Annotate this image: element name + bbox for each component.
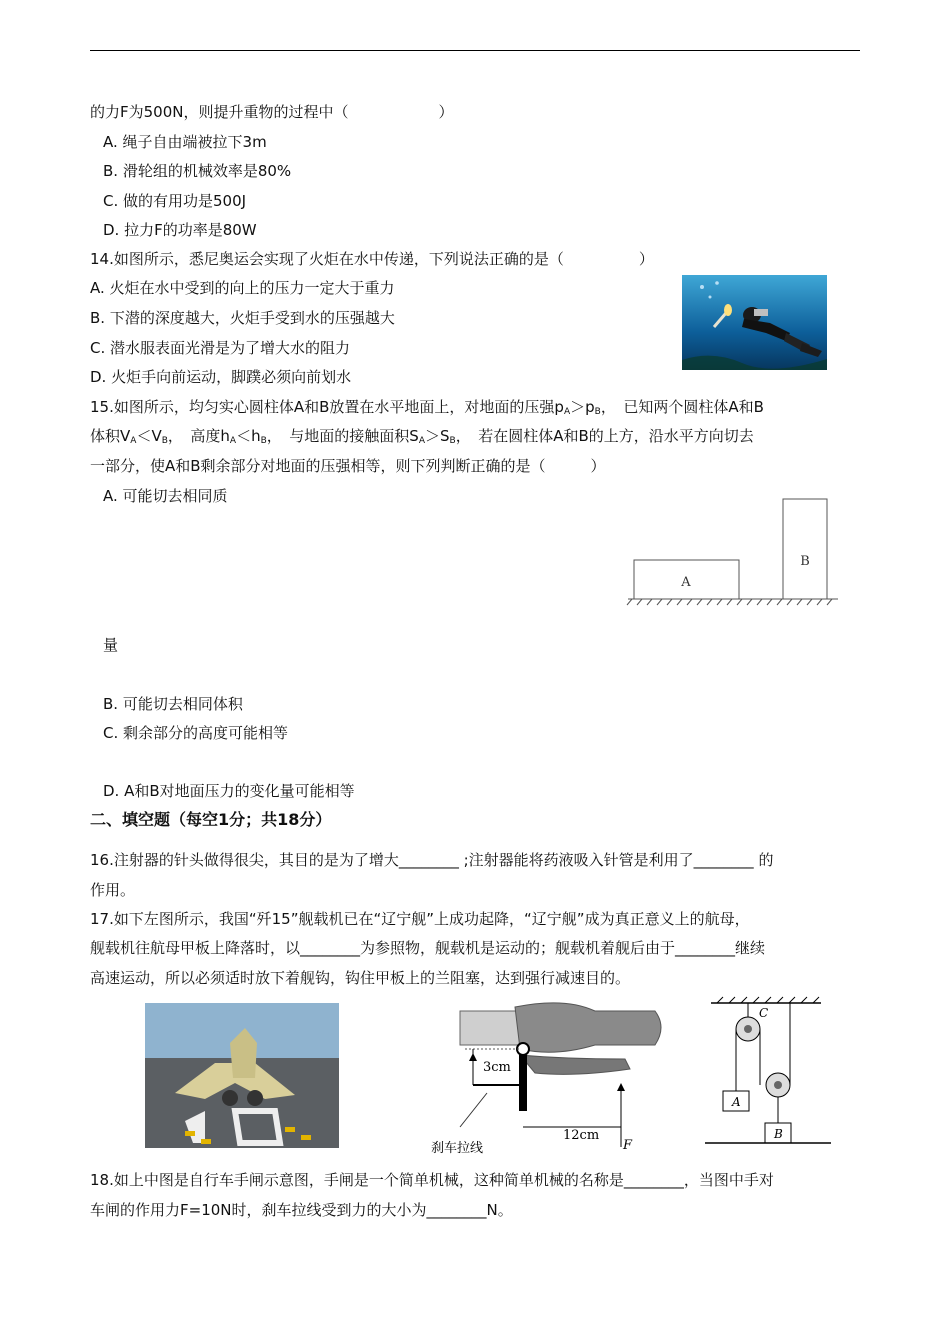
q15-line-1: 15.如图所示，均匀实心圆柱体A和B放置在水平地面上，对地面的压强$p_A>p_B$， 已知两个圆柱体A和B: [90, 398, 764, 417]
carrier-jet-photo: [145, 1003, 339, 1148]
underwater-torch-photo: [682, 275, 827, 370]
q14-stem: 14.如图所示，悉尼奥运会实现了火炬在水中传递，下列说法正确的是（ ）: [90, 250, 654, 268]
q15-line-2: 体积$V_A<V_B$， 高度$h_A<h_B$， 与地面的接触面积$S_A>S_B$， 若在圆柱体A和B的上方，沿水平方向切去: [90, 427, 754, 446]
brake-lever-figure: [425, 997, 670, 1157]
cylinder-a-label: A: [681, 575, 691, 590]
q15-option-b: B. 可能切去相同体积: [103, 695, 243, 713]
q14-option-d: D. 火炬手向前运动，脚蹼必须向前划水: [90, 368, 352, 386]
cylinders-figure: [626, 495, 841, 607]
q14-option-a: A. 火炬在水中受到的向上的压力一定大于重力: [90, 279, 395, 297]
brake-3cm-label: 3cm: [483, 1060, 511, 1075]
weight-a-label: A: [732, 1095, 741, 1109]
q13-option-c: C. 做的有用功是500J: [103, 192, 247, 210]
q16-line-2: 作用。: [90, 881, 136, 899]
q16-line-1: 16.注射器的针头做得很尖，其目的是为了增大________ ;注射器能将药液吸入针管是利用了________ 的: [90, 851, 774, 869]
q15-option-c: C. 剩余部分的高度可能相等: [103, 724, 289, 742]
q14-option-b: B. 下潜的深度越大，火炬手受到水的压强越大: [90, 309, 395, 327]
q15-option-d: D. A和B对地面压力的变化量可能相等: [103, 782, 355, 800]
q17-line-3: 高速运动，所以必须适时放下着舰钩，钩住甲板上的兰阻塞，达到强行减速目的。: [90, 969, 631, 987]
header-rule: [90, 50, 860, 51]
q15-area-text: ， 与地面的接触面积S: [266, 427, 419, 445]
pulley-c-label: C: [759, 1006, 769, 1020]
q13-option-d: D. 拉力F的功率是80W: [103, 221, 257, 239]
q18-line-1: 18.如上中图是自行车手闸示意图，手闸是一个简单机械，这种简单机械的名称是________，当图中手对: [90, 1171, 774, 1189]
brake-force-label: F: [623, 1138, 633, 1153]
q18-line-2: 车闸的作用力F=10N时，刹车拉线受到力的大小为________N。: [90, 1201, 513, 1219]
pulley-figure: [703, 995, 833, 1147]
q13-option-a: A. 绳子自由端被拉下3m: [103, 133, 267, 151]
q15-line-1-text: 15.如图所示，均匀实心圆柱体A和B放置在水平地面上，对地面的压强p: [90, 398, 564, 416]
brake-12cm-label: 12cm: [563, 1128, 600, 1143]
q15-height-text: ， 高度h: [167, 427, 230, 445]
brake-cable-label: 刹车拉线: [431, 1141, 484, 1156]
cylinder-b-label: B: [800, 554, 810, 569]
q13-option-b: B. 滑轮组的机械效率是80%: [103, 162, 292, 180]
q15-option-a: A. 可能切去相同质: [103, 487, 228, 505]
q15-volume-text: 体积V: [90, 427, 131, 445]
q17-line-2: 舰载机往航母甲板上降落时，以________为参照物，舰载机是运动的；舰载机着舰后由于________继续: [90, 939, 766, 957]
q15-line-3: 一部分，使A和B剩余部分对地面的压强相等，则下列判断正确的是（ ）: [90, 457, 606, 475]
weight-b-label: B: [774, 1127, 783, 1141]
q13-stem: 的力F为500N，则提升重物的过程中（ ）: [90, 103, 454, 121]
q17-line-1: 17.如下左图所示，我国“歼15”舰载机已在“辽宁舰”上成功起降，“辽宁舰”成为真正意义上的航母，: [90, 910, 750, 928]
q15-cut-text: ， 若在圆柱体A和B的上方，沿水平方向切去: [455, 427, 754, 445]
section-heading: 二、填空题（每空1分；共18分）: [90, 810, 332, 829]
q15-option-a-cont: 量: [103, 636, 119, 654]
q14-option-c: C. 潜水服表面光滑是为了增大水的阻力: [90, 339, 351, 357]
